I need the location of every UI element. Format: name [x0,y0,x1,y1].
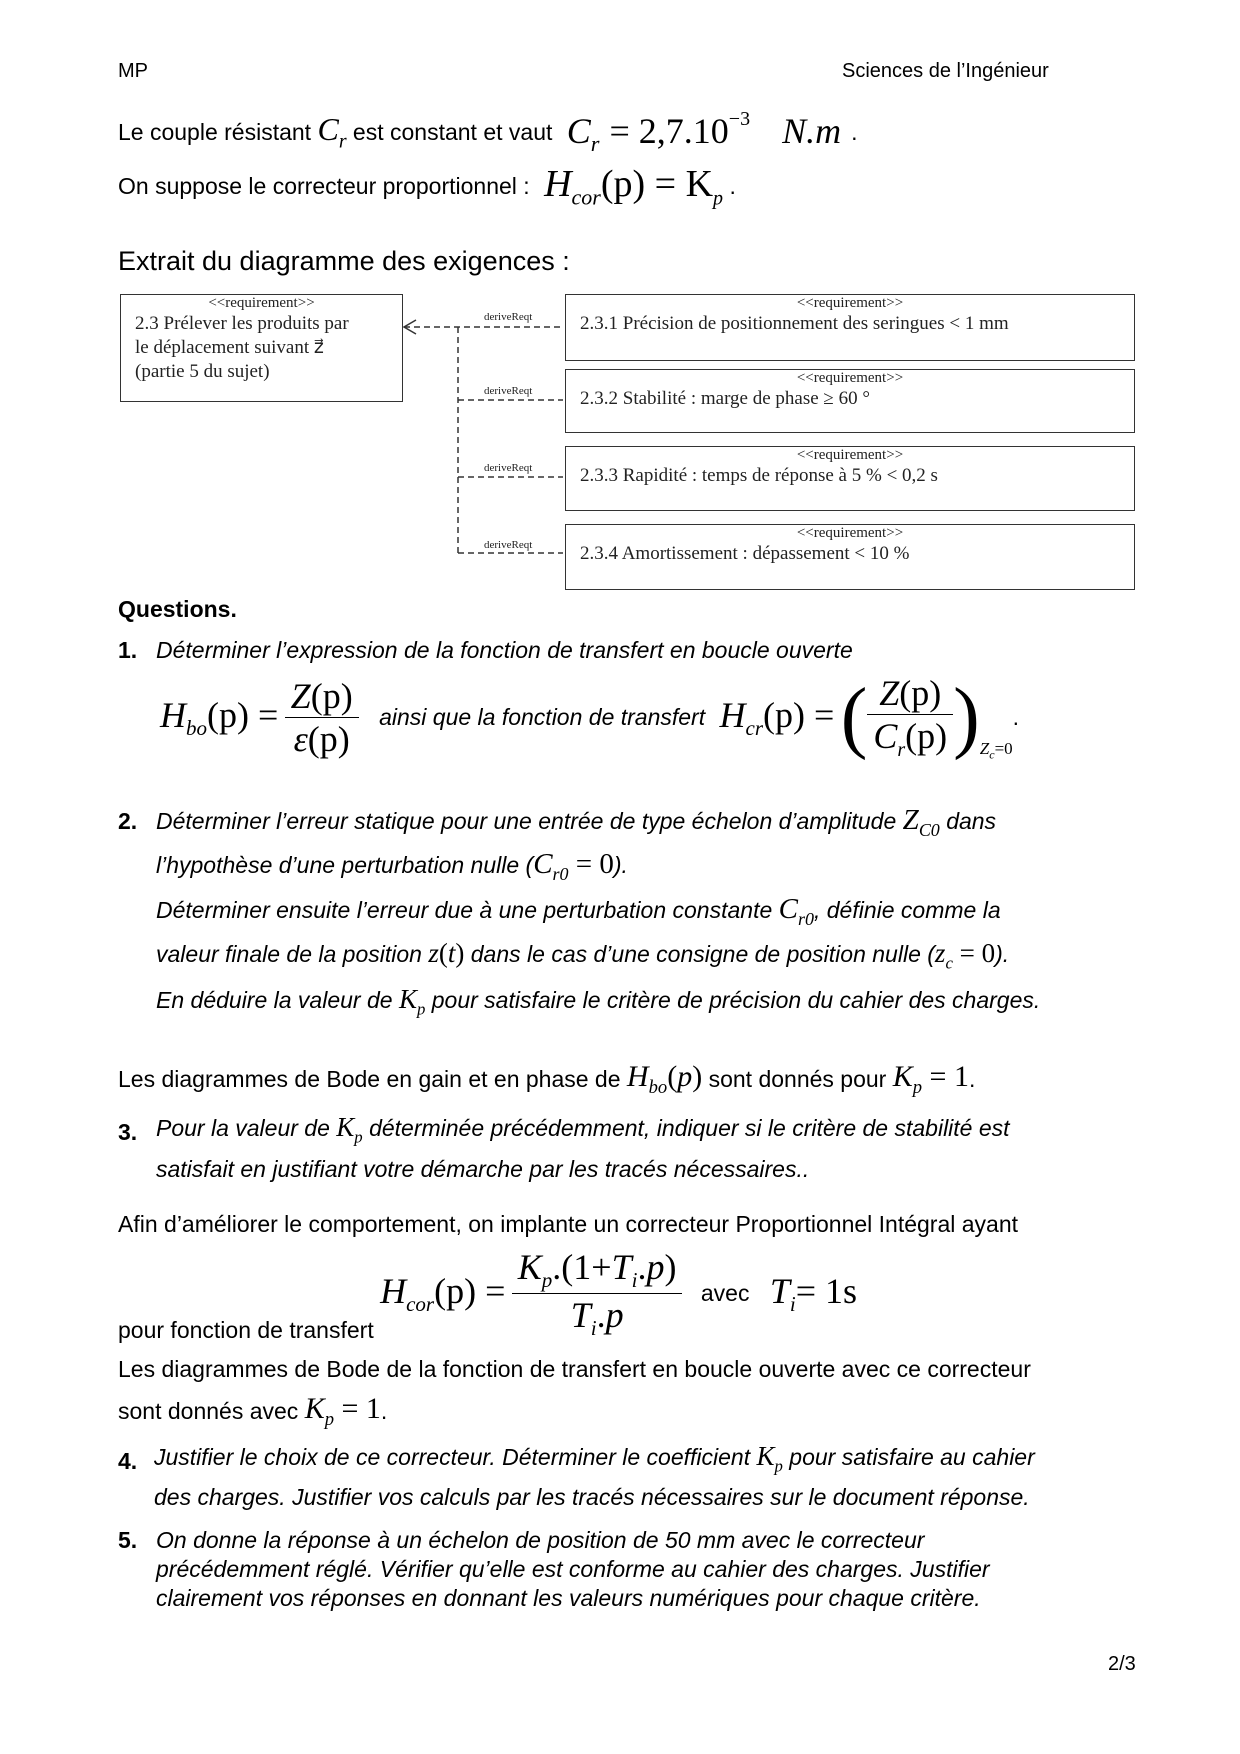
q1-text: Déterminer l’expression de la fonction de transfert en boucle ouverte [156,637,853,663]
pi-line1: Afin d’améliorer le comportement, on implante un correcteur Proportionnel Intégral ayant [118,1211,1019,1237]
req-child-1 [565,294,1135,361]
hcor-pi-fraction: $\frac{K_p.(1+T_i.p)}{T_i.p}$ [512,1246,683,1341]
zc0-symbol: $Z_{C0}$ [902,804,940,840]
q1-formulas: $H_{bo}(p)$ = $\frac{Z(p)}{\varepsilon(p)}$ ainsi que la fonction de transfert $H_{cr}(p)$ = ( $\frac{Z(p)}{C_r(p)}$ )$_{Z_c=0}$. [160,673,1020,762]
cr0-eq: $C_{r0} = 0$ [533,848,614,884]
page-number: 2/3 [1108,1653,1136,1675]
q2-number: 2. [118,808,138,834]
bode2-line2: sont donnés avec $K_p = 1$. [118,1392,388,1430]
req-parent-line3: (partie 5 du sujet) [135,361,270,382]
couple-text2: est constant et vaut [352,119,553,146]
q2-line3: Déterminer ensuite l’erreur due à une perturbation constante $C_{r0}$, définie comme la [156,893,1001,929]
correcteur-text: On suppose le correcteur proportionnel : [118,172,530,199]
req-child-text: 2.3.3 Rapidité : temps de réponse à 5 % < 0,2 s [580,465,938,486]
kp-symbol: $K_p$ [398,984,426,1019]
hbo-symbol: $H_{bo}(p)$ [626,1060,703,1098]
derive-label-1: deriveReqt [484,311,533,323]
q1-mid-text: ainsi que la fonction de transfert [379,704,706,730]
hbo-formula: $H_{bo}(p)$ = [160,694,279,741]
section-title: Extrait du diagramme des exigences : [118,246,570,276]
req-child-stereotype: <<requirement>> [796,525,904,541]
req-parent-line1: 2.3 Prélever les produits par [135,313,349,334]
q4-line2: des charges. Justifier vos calculs par les tracés nécessaires sur le document réponse. [154,1484,1030,1510]
q3-line1: Pour la valeur de $K_p$ déterminée précédemment, indiquer si le critère de stabilité est [156,1112,1010,1147]
q5-line3: clairement vos réponses en donnant les valeurs numériques pour chaque critère. [156,1585,981,1611]
hcor-pi-formula: $H_{cor}(p)$ = [380,1271,506,1317]
req-child-text: 2.3.1 Précision de positionnement des seringues < 1 mm [580,313,1009,334]
q3-number: 3. [118,1119,138,1145]
req-child-stereotype: <<requirement>> [796,447,904,463]
couple-formula: $C_r = 2,7.10^{-3}$ N.m [566,108,842,157]
correcteur-line: On suppose le correcteur proportionnel : $H_{cor}(p) = K_p$ . [118,163,736,210]
req-child-stereotype: <<requirement>> [796,295,904,311]
derive-label-2: deriveReqt [484,385,533,397]
questions-title: Questions. [118,596,237,622]
q2-line4: valeur finale de la position z(t) dans le cas d’une consigne de position nulle $(z_c = 0)$. [156,938,1010,973]
q1-number: 1. [118,637,138,663]
req-child-text: 2.3.2 Stabilité : marge de phase ≥ 60 ° [580,388,870,409]
hcr-formula: $H_{cr}(p)$ = [719,694,835,741]
q3-line2: satisfait en justifiant votre démarche par les tracés nécessaires.. [156,1156,810,1182]
q2-line1: Déterminer l’erreur statique pour une entrée de type échelon d’amplitude $Z_{C0}$ dans [156,804,997,840]
bode2-line1: Les diagrammes de Bode de la fonction de transfert en boucle ouverte avec ce correcteur [118,1356,1031,1382]
kp-eq: $K_p = 1$ [892,1060,969,1098]
ti-eq: $T_i= 1s$ [769,1271,858,1317]
req-child-text: 2.3.4 Amortissement : dépassement < 10 % [580,543,910,564]
zt-symbol: z(t) [428,938,465,968]
hcor-formula: $H_{cor}(p) = K_p$ [544,163,724,210]
q5-line2: précédemment réglé. Vérifier qu’elle est conforme au cahier des charges. Justifier [156,1556,990,1582]
hcr-fraction: $\frac{Z(p)}{C_r(p)}$ [867,672,953,762]
q5-line1: On donne la réponse à un échelon de position de 50 mm avec le correcteur [156,1527,925,1553]
q2-line2: l’hypothèse d’une perturbation nulle $(C_{r0} = 0)$. [156,848,628,884]
z-vector: z⃗ [313,337,324,358]
req-child-2 [565,369,1135,433]
req-child-3 [565,446,1135,511]
req-child-4 [565,524,1135,590]
kp-symbol: $K_p$ [756,1441,783,1476]
q5-number: 5. [118,1527,138,1553]
derive-label-3: deriveReqt [484,462,533,474]
zc-eq: $z_c = 0$ [934,938,996,973]
derive-label-4: deriveReqt [484,539,533,551]
header-left: MP [118,60,148,82]
req-parent-stereotype: <<requirement>> [208,295,315,311]
q4-number: 4. [118,1448,138,1474]
kp-eq: $K_p = 1$ [304,1392,381,1430]
header-right: Sciences de l’Ingénieur [842,60,1049,82]
pi-line2: pour fonction de transfert $H_{cor}(p)$ = $\frac{K_p.(1+T_i.p)}{T_i.p}$ avec $T_i= 1s$ [118,1247,858,1343]
req-child-stereotype: <<requirement>> [796,370,904,386]
kp-symbol: $K_p$ [336,1112,363,1147]
hbo-fraction: $\frac{Z(p)}{\varepsilon(p)}$ [285,675,359,760]
cr0-symbol: $C_{r0}$ [778,893,814,929]
q2-line5: En déduire la valeur de $K_p$ pour satisfaire le critère de précision du cahier des charges. [156,984,1041,1019]
couple-text: Le couple résistant [118,119,312,146]
req-parent-line2: le déplacement suivant z⃗ [135,337,324,358]
bode1-line: Les diagrammes de Bode en gain et en phase de $H_{bo}(p)$ sont donnés pour $K_p = 1$. [118,1060,976,1098]
couple-line: Le couple résistant $C_r$ est constant et vaut $C_r = 2,7.10^{-3}$ N.m . [118,108,858,157]
q4-line1: Justifier le choix de ce correcteur. Déterminer le coefficient $K_p$ pour satisfaire au cahier [154,1441,1035,1476]
cr-symbol: $C_r$ [317,111,347,153]
